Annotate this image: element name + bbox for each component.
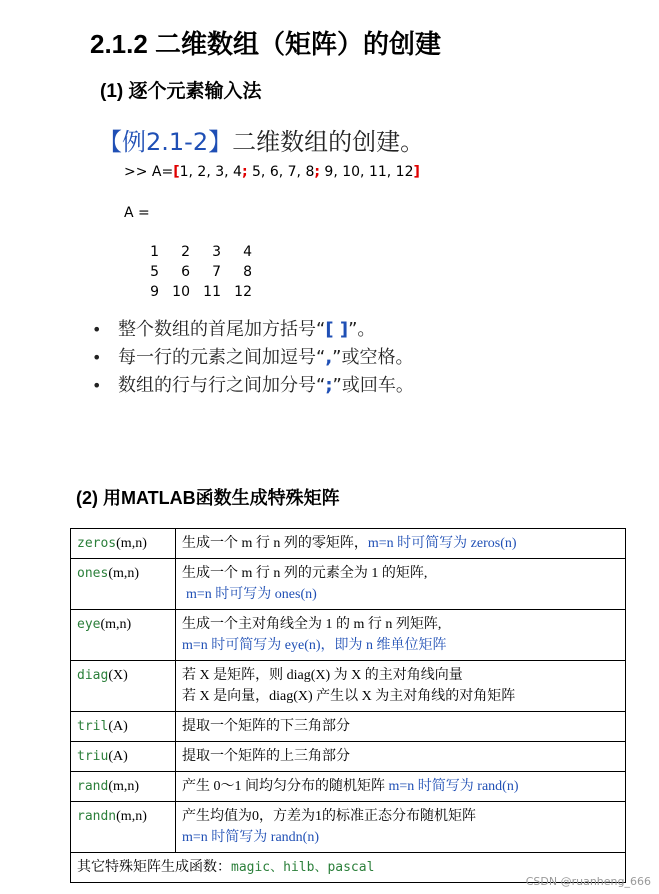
matrix-cell: 11: [203, 284, 221, 300]
bullet-list: [92, 316, 414, 400]
table-row: [71, 529, 626, 559]
matrix-cell: 9: [150, 284, 159, 300]
description-cell: [176, 712, 626, 742]
function-name: eye: [77, 617, 101, 632]
description-cell: [176, 742, 626, 772]
bullet-text: ”。: [348, 319, 376, 340]
section-heading-element-input: (1) 逐个元素输入法: [100, 81, 262, 102]
matrix-cell: 6: [181, 264, 190, 280]
matrix-row: [128, 262, 252, 282]
description-line: 产生均值为0，方差为1的标准正态分布随机矩阵: [182, 809, 476, 824]
bullet-dot-icon: •: [92, 376, 102, 395]
function-name: ones: [77, 566, 109, 581]
description-cell: [176, 802, 626, 853]
matrix-cell: 8: [243, 264, 252, 280]
bullet-item: [92, 316, 414, 344]
function-cell: [71, 712, 176, 742]
bullet-text: 数组的行与行之间加分号“: [118, 375, 326, 396]
matrix-row: [128, 282, 252, 302]
description-line-2: m=n 时可写为 ones(n): [186, 587, 317, 602]
table-row: [71, 610, 626, 661]
bullet-highlight: ,: [325, 347, 333, 368]
description-cell: [176, 772, 626, 802]
function-table: [70, 528, 626, 883]
example-text: 二维数组的创建。: [232, 128, 425, 156]
bullet-item: [92, 344, 414, 372]
matlab-command: [124, 164, 420, 180]
command-separator-2: ;: [314, 164, 320, 180]
example-heading: [98, 122, 424, 157]
function-cell: [71, 529, 176, 559]
page-title: 2.1.2 二维数组（矩阵）的创建: [90, 29, 442, 59]
matrix-output: [128, 242, 252, 302]
bullet-text: ”或回车。: [332, 375, 414, 396]
function-cell: [71, 559, 176, 610]
function-name: zeros: [77, 536, 117, 551]
function-args: (m,n): [108, 566, 140, 581]
function-cell: [71, 802, 176, 853]
description-cell: [176, 529, 626, 559]
function-cell: [71, 661, 176, 712]
bullet-highlight: [ ]: [325, 319, 349, 340]
matrix-cell: 12: [234, 284, 252, 300]
command-row-3: 9, 10, 11, 12: [319, 164, 414, 180]
function-cell: [71, 610, 176, 661]
matrix-cell: 4: [243, 244, 252, 260]
bullet-text: ”或空格。: [332, 347, 414, 368]
matrix-cell: 10: [172, 284, 190, 300]
bullet-item: [92, 372, 414, 400]
matrix-cell: 5: [150, 264, 159, 280]
function-cell: [71, 742, 176, 772]
command-row-2: 5, 6, 7, 8: [247, 164, 315, 180]
table-row: [71, 802, 626, 853]
description-line: 生成一个主对角线全为 1 的 m 行 n 列矩阵,: [182, 617, 442, 632]
command-close-bracket: ]: [413, 164, 420, 180]
example-label: 【例2.1-2】: [98, 128, 233, 156]
table-row: [71, 661, 626, 712]
description-line: 提取一个矩阵的下三角部分: [182, 719, 350, 734]
description-line: 若 X 是矩阵，则 diag(X) 为 X 的主对角线向量: [182, 668, 463, 683]
table-row: [71, 712, 626, 742]
bullet-dot-icon: •: [92, 348, 102, 367]
command-separator-1: ;: [241, 164, 248, 180]
bullet-text: 每一行的元素之间加逗号“: [118, 347, 326, 368]
command-prompt: >> A=: [124, 164, 174, 180]
function-args: (A): [108, 719, 128, 734]
function-name: rand: [77, 779, 109, 794]
bullet-dot-icon: •: [92, 320, 102, 339]
function-cell: [71, 772, 176, 802]
function-name: tril: [77, 719, 109, 734]
matrix-cell: 7: [212, 264, 221, 280]
function-name: diag: [77, 668, 109, 683]
description-cell: [176, 661, 626, 712]
description-line-2: m=n 时可简写为 eye(n)，即为 n 维单位矩阵: [182, 638, 447, 653]
bullet-text: 整个数组的首尾加方括号“: [118, 319, 326, 340]
table-row: [71, 559, 626, 610]
command-open-bracket: [: [173, 164, 180, 180]
description-cell: [176, 559, 626, 610]
function-args: (m,n): [116, 536, 147, 551]
table-row: [71, 742, 626, 772]
matrix-cell: 2: [181, 244, 190, 260]
command-row-1: 1, 2, 3, 4: [179, 164, 242, 180]
answer-label: A =: [124, 205, 150, 221]
description-line-2: m=n 时简写为 randn(n): [182, 830, 319, 845]
function-args: (m,n): [100, 617, 132, 632]
description-line: 产生 0～1 间均匀分布的随机矩阵 m=n 时简写为 rand(n): [182, 779, 519, 794]
function-args: (m,n): [116, 809, 147, 824]
description-line: 生成一个 m 行 n 列的元素全为 1 的矩阵,: [182, 566, 428, 581]
other-functions-label: 其它特殊矩阵生成函数：: [77, 860, 231, 875]
description-cell: [176, 610, 626, 661]
matrix-cell: 1: [150, 244, 159, 260]
matrix-row: [128, 242, 252, 262]
description-line: 生成一个 m 行 n 列的零矩阵，m=n 时可简写为 zeros(n): [182, 536, 517, 551]
function-args: (m,n): [108, 779, 140, 794]
description-line-2: 若 X 是向量，diag(X) 产生以 X 为主对角线的对角矩阵: [182, 689, 516, 704]
function-args: (X): [108, 668, 128, 683]
matrix-cell: 3: [212, 244, 221, 260]
function-args: (A): [108, 749, 128, 764]
table-row: [71, 772, 626, 802]
watermark: CSDN @ruanheng_666: [525, 875, 651, 888]
function-name: triu: [77, 749, 109, 764]
section-heading-special-matrices: (2) 用MATLAB函数生成特殊矩阵: [76, 488, 340, 508]
function-name: randn: [77, 809, 117, 824]
other-functions-list: magic、hilb、pascal: [231, 860, 375, 875]
bullet-highlight: ;: [325, 375, 333, 396]
description-line: 提取一个矩阵的上三角部分: [182, 749, 350, 764]
